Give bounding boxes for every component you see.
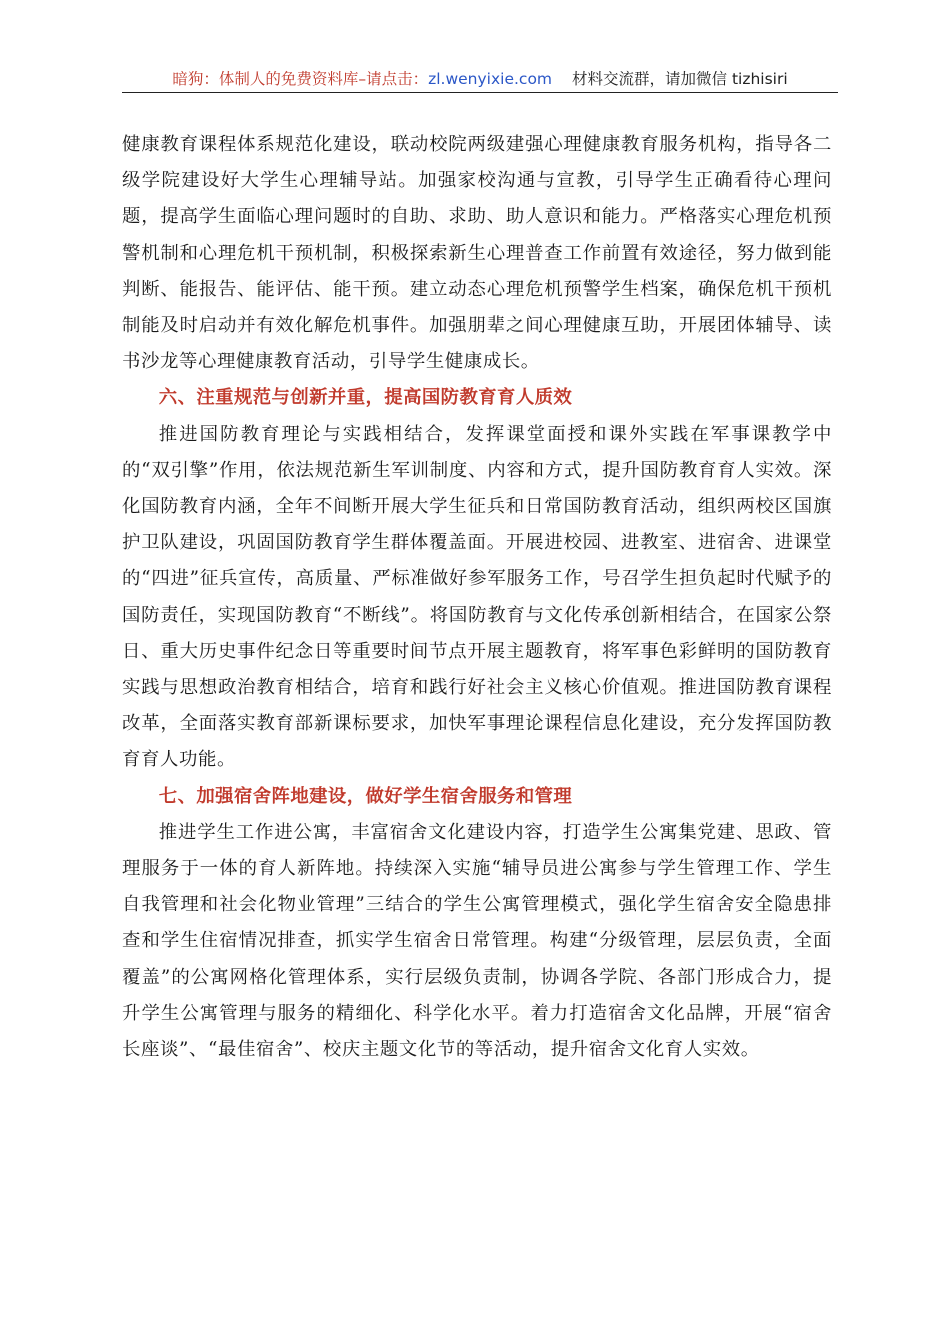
document-body — [122, 127, 832, 1068]
intro-paragraph: 健康教育课程体系规范化建设，联动校院两级建强心理健康教育服务机构，指导各二级学院建设好大学生心理辅导站。加强家校沟通与宣教，引导学生正确看待心理问题，提高学生面临心理问题时的自助、求助、助人意识和能力。严格落实心理危机预警机制和心理危机干预机制，积极探索新生心理普查工作前置有效途径，努力做到能判断、能报告、能评估、能干预。建立动态心理危机预警学生档案，确保危机干预机制能及时启动并有效化解危机事件。加强朋辈之间心理健康互助，开展团体辅导、读书沙龙等心理健康教育活动，引导学生健康成长。 — [122, 134, 832, 373]
header-brand: 暗狗：体制人的免费资料库 — [172, 70, 359, 88]
section-paragraph-7: 推进学生工作进公寓，丰富宿舍文化建设内容，打造学生公寓集党建、思政、管理服务于一体的育人新阵地。持续深入实施“辅导员进公寓参与学生管理工作、学生自我管理和社会化物业管理”三结合的学生公寓管理模式，强化学生宿舍安全隐患排查和学生住宿情况排查，抓实学生宿舍日常管理。构建“分级管理，层层负责，全面覆盖”的公寓网格化管理体系，实行层级负责制，协调各学院、各部门形成合力，提升学生公寓管理与服务的精细化、科学化水平。着力打造宿舍文化品牌，开展“宿舍长座谈”、“最佳宿舍”、校庆主题文化节的等活动，提升宿舍文化育人实效。 — [122, 821, 832, 1061]
header-separator: –请点击： — [358, 70, 429, 88]
section-heading-6: 六、注重规范与创新并重，提高国防教育育人质效 — [158, 387, 573, 409]
section-heading-7: 七、加强宿舍阵地建设，做好学生宿舍服务和管理 — [158, 785, 573, 807]
page-header — [122, 68, 838, 93]
section-paragraph-6: 推进国防教育理论与实践相结合，发挥课堂面授和课外实践在军事课教学中的“双引擎”作用，依法规范新生军训制度、内容和方式，提升国防教育育人实效。深化国防教育内涵，全年不间断开展大学生征兵和日常国防教育活动，组织两校区国旗护卫队建设，巩固国防教育学生群体覆盖面。开展进校园、进教室、进宿舍、进课堂的“四进”征兵宣传，高质量、严标准做好参军服务工作，号召学生担负起时代赋予的国防责任，实现国防教育“不断线”。将国防教育与文化传承创新相结合，在国家公祭日、重大历史事件纪念日等重要时间节点开展主题教育，将军事色彩鲜明的国防教育实践与思想政治教育相结合，培育和践行好社会主义核心价值观。推进国防教育课程改革，全面落实教育部新课标要求，加快军事理论课程信息化建设，充分发挥国防教育育人功能。 — [122, 423, 832, 771]
header-contact: 材料交流群，请加微信 tizhisiri — [572, 70, 788, 88]
header-link[interactable]: zl.wenyixie.com — [428, 70, 553, 88]
